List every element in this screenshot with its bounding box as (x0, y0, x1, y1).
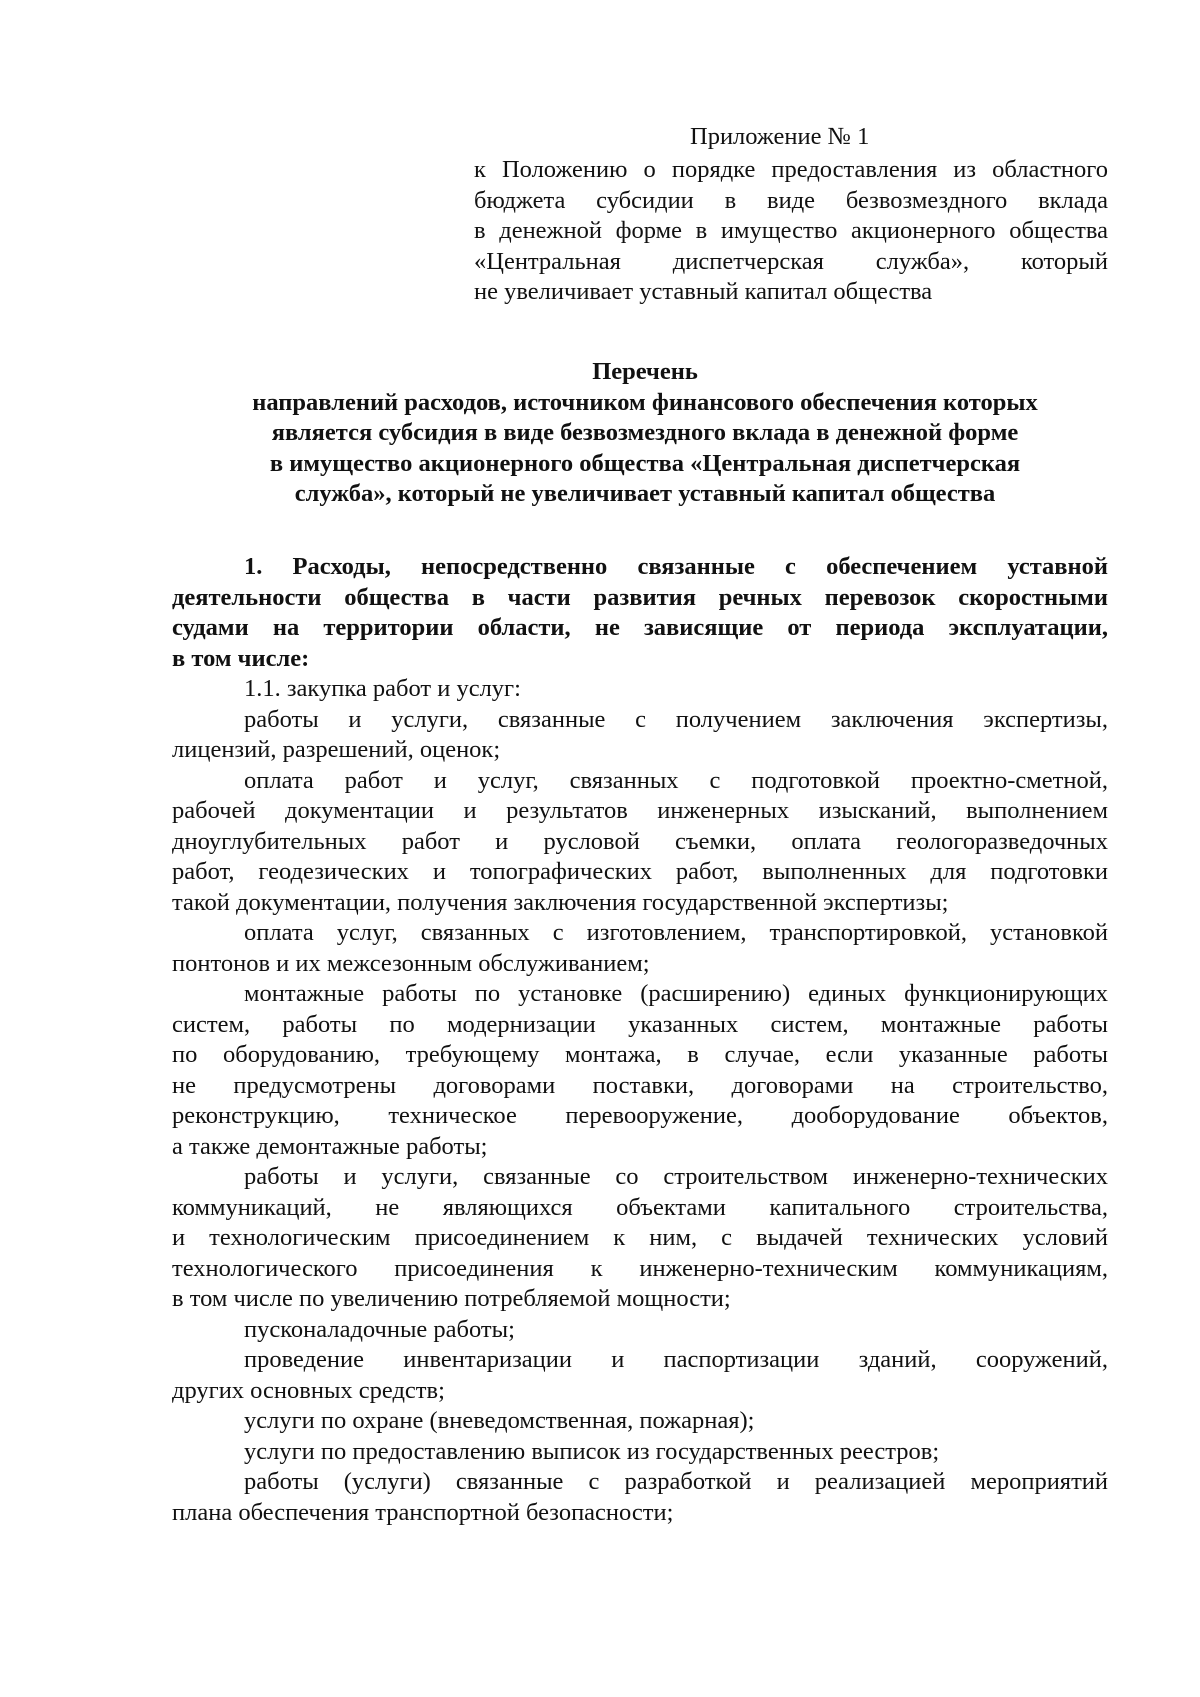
paragraph-line: дноуглубительных работ и русловой съемки, оплата геологоразведочных (172, 827, 1108, 855)
paragraph-line: услуги по охране (вневедомственная, пожарная); (244, 1407, 755, 1434)
paragraph (172, 918, 1108, 979)
section-1-heading (172, 552, 1108, 674)
paragraph-line: систем, работы по модернизации указанных систем, монтажные работы (172, 1010, 1108, 1038)
appendix-line: не увеличивает уставный капитал общества (474, 278, 933, 305)
heading-word: Перечень (592, 358, 698, 385)
paragraph (172, 705, 1108, 766)
appendix-line: бюджета субсидии в виде безвозмездного вклада (474, 186, 1108, 214)
paragraph-line: в том числе по увеличению потребляемой мощности; (172, 1285, 731, 1312)
heading-line: в имущество акционерного общества «Центральная диспетчерская (269, 449, 1021, 477)
paragraph-line: а также демонтажные работы; (172, 1132, 488, 1160)
paragraph (172, 1345, 1108, 1406)
paragraph-line: оплата услуг, связанных с изготовлением, транспортировкой, установкой (244, 919, 1108, 946)
paragraph-line: работы и услуги, связанные с получением заключения экспертизы, (244, 705, 1108, 733)
paragraph-line: не предусмотрены договорами поставки, договорами на строительство, (172, 1071, 1108, 1099)
paragraph-line: других основных средств; (172, 1376, 445, 1404)
paragraph (172, 766, 1108, 919)
paragraph-line: коммуникаций, не являющихся объектами капитального строительства, (172, 1193, 1108, 1221)
paragraph (172, 979, 1108, 1162)
document-heading (150, 357, 1140, 510)
paragraph (172, 1162, 1108, 1315)
paragraph-line: проведение инвентаризации и паспортизации зданий, сооружений, (244, 1346, 1108, 1373)
paragraph-line: плана обеспечения транспортной безопасности; (172, 1498, 674, 1526)
paragraph (172, 674, 1108, 705)
paragraph-list (172, 674, 1108, 1528)
heading-line: является субсидия в виде безвозмездного вклада в денежной форме (271, 419, 1019, 446)
paragraph-line: работы и услуги, связанные со строительством инженерно-технических (244, 1163, 1108, 1190)
paragraph-line: по оборудованию, требующему монтажа, в случае, если указанные работы (172, 1041, 1108, 1068)
appendix-line: к Положению о порядке предоставления из областного (474, 156, 1108, 183)
appendix-title: Приложение № 1 (690, 123, 870, 150)
heading-line: направлений расходов, источником финансового обеспечения которых (252, 388, 1038, 416)
paragraph-line: технологического присоединения к инженерно-техническим коммуникациям, (172, 1254, 1108, 1282)
paragraph-line: монтажные работы по установке (расширению) единых функционирующих (244, 980, 1108, 1007)
paragraph-line: лицензий, разрешений, оценок; (172, 736, 501, 763)
paragraph-line: оплата работ и услуг, связанных с подготовкой проектно-сметной, (244, 766, 1108, 794)
paragraph-line: рабочей документации и результатов инженерных изысканий, выполнением (172, 797, 1108, 824)
paragraph-line: пусконаладочные работы; (244, 1315, 515, 1343)
document-body (172, 552, 1108, 1528)
heading-line: служба», который не увеличивает уставный капитал общества (294, 480, 996, 507)
paragraph-line: понтонов и их межсезонным обслуживанием; (172, 949, 650, 977)
paragraph-line: реконструкцию, техническое перевооружение, дооборудование объектов, (172, 1102, 1108, 1129)
paragraph-line: услуги по предоставлению выписок из государственных реестров; (244, 1437, 940, 1465)
section-line: 1. Расходы, непосредственно связанные с обеспечением уставной (244, 553, 1108, 580)
section-line: в том числе: (172, 644, 310, 672)
paragraph-line: работы (услуги) связанные с разработкой и реализацией мероприятий (244, 1468, 1108, 1495)
section-line: судами на территории области, не зависящие от периода эксплуатации, (172, 614, 1108, 641)
appendix-reference (474, 155, 1108, 308)
section-line: деятельности общества в части развития речных перевозок скоростными (172, 583, 1108, 611)
paragraph (172, 1315, 1108, 1346)
paragraph-line: 1.1. закупка работ и услуг: (244, 675, 521, 702)
paragraph-line: и технологическим присоединением к ним, с выдачей технических условий (172, 1224, 1108, 1251)
paragraph-line: работ, геодезических и топографических работ, выполненных для подготовки (172, 858, 1108, 885)
appendix-line: в денежной форме в имущество акционерного общества (474, 217, 1108, 244)
paragraph (172, 1467, 1108, 1528)
paragraph-line: такой документации, получения заключения государственной экспертизы; (172, 888, 949, 916)
appendix-line: «Центральная диспетчерская служба», который (474, 247, 1108, 275)
paragraph (172, 1406, 1108, 1437)
paragraph (172, 1437, 1108, 1468)
